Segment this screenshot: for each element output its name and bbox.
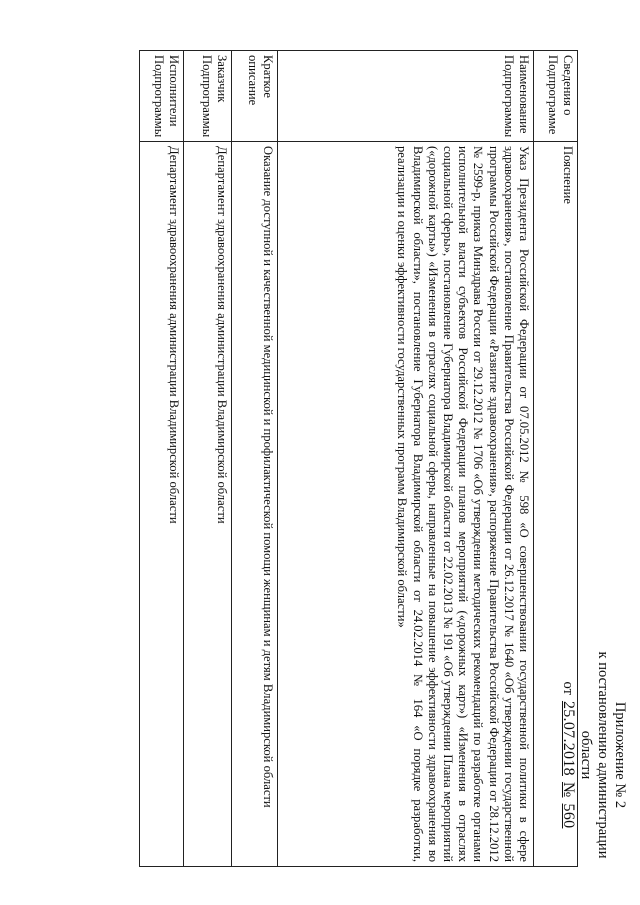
header-content-cell: Пояснение <box>534 142 578 867</box>
decree-date: 25.07.2018 <box>560 700 577 776</box>
date-prefix: от <box>560 681 576 695</box>
table-row <box>232 51 278 867</box>
row-content-executors: Департамент здравоохранения администрации Владимирской области <box>140 142 184 867</box>
row-label-description: Краткое описание <box>232 51 278 142</box>
table-row <box>184 51 232 867</box>
row-content-name: Указ Президента Российской Федерации от 07.05.2012 № 598 «О совершенствовании государственной политики в сфере здравоохранения», постановление Правительства Российской Федерации от 26.12.2017 № 1640 «Об утверждении государственной программы Российской Федерации «Развитие здравоохранения», распоряжение Правительства Российской Федерации от 28.12.2012 № 2599-р, приказ Минздрава России от 29.12.2012 № 1706 «Об утверждении методических рекомендаций по разработке органами исполнительной власти субъектов Российской Федерации планов мероприятий («дорожных карт») «Изменения в отраслях социальной сферы», постановление Губернатора Владимирской области от 22.02.2013 № 191 «Об утверждении Плана мероприятий («дорожной карты») «Изменения в отраслях социальной сферы, направленные на повышение эффективности здравоохранения во Владимирской области», постановление Губернатора Владимирской области от 24.02.2014 № 164 «О порядке разработки, реализации и оценки эффективности государственных программ Владимирской области» <box>278 142 534 867</box>
header-label-cell: Сведения о Подпрограмме <box>534 51 578 142</box>
appendix-title: Приложение № 2 <box>612 701 628 809</box>
number-sign: № <box>560 781 577 798</box>
row-label-name: Наименование Подпрограммы <box>278 51 534 142</box>
row-label-executors: Исполнители Подпрограммы <box>140 51 184 142</box>
table-header-row <box>534 51 578 867</box>
decree-number: 560 <box>560 803 577 829</box>
table-row <box>140 51 184 867</box>
table-row <box>278 51 534 867</box>
appendix-subtitle: к постановлению администрации области <box>578 651 611 859</box>
subprogram-info-table <box>139 50 578 867</box>
row-label-customer: Заказчик Подпрограммы <box>184 51 232 142</box>
row-content-customer: Департамент здравоохранения администрации Владимирской области <box>184 142 232 867</box>
row-content-description: Оказание доступной и качественной медицинской и профилактической помощи женщинам и детям Владимирской области <box>232 142 278 867</box>
